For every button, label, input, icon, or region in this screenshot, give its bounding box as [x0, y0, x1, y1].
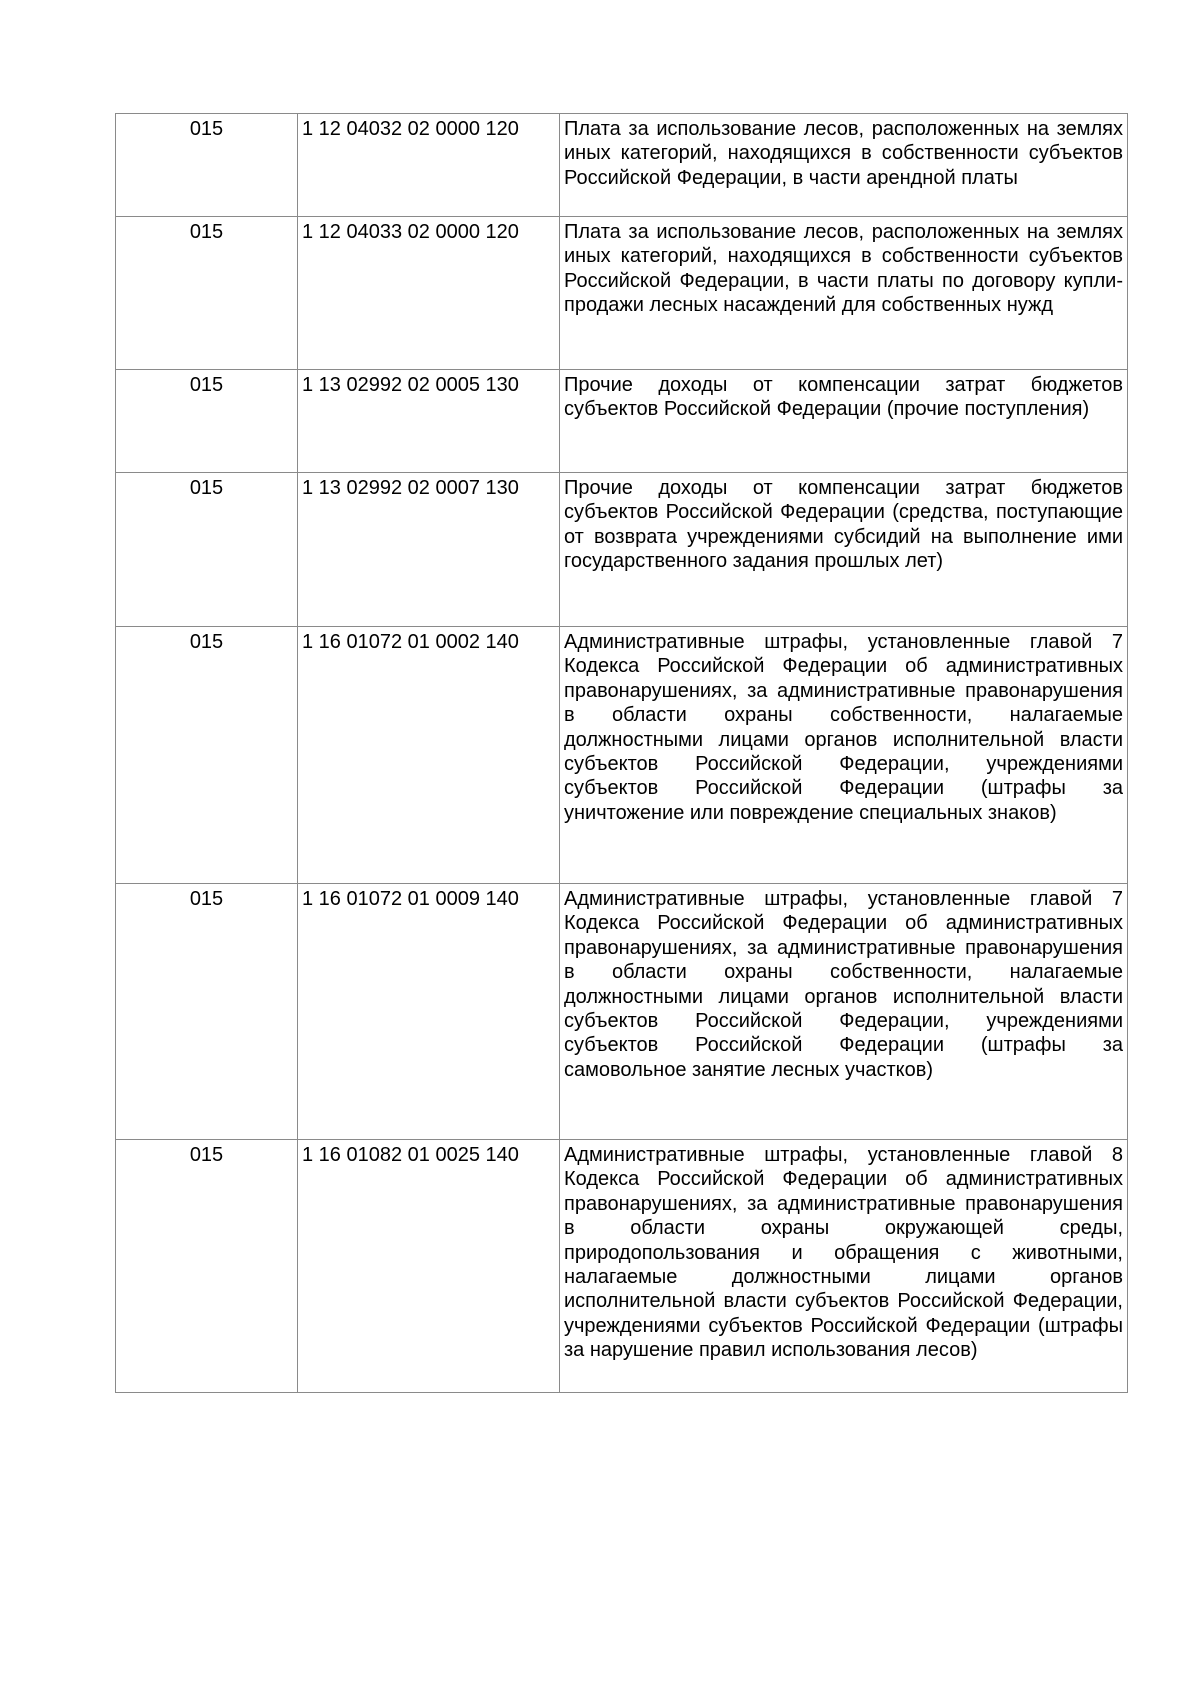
description-cell: Плата за использование лесов, расположенных на землях иных категорий, находящихся в собственности субъектов Российской Федерации, в части платы по договору купли-продажи лесных насаждений для собственных нужд	[560, 217, 1128, 370]
table-body	[116, 114, 1128, 1393]
table-row	[116, 627, 1128, 884]
admin-code-cell: 015	[116, 627, 298, 884]
budget-code-cell: 1 16 01082 01 0025 140	[298, 1140, 560, 1393]
description-cell: Административные штрафы, установленные главой 7 Кодекса Российской Федерации об административных правонарушениях, за административные правонарушения в области охраны собственности, налагаемые должностными лицами органов исполнительной власти субъектов Российской Федерации, учреждениями субъектов Российской Федерации (штрафы за самовольное занятие лесных участков)	[560, 884, 1128, 1140]
revenue-codes-table	[115, 113, 1128, 1393]
admin-code-cell: 015	[116, 1140, 298, 1393]
budget-code-cell: 1 16 01072 01 0002 140	[298, 627, 560, 884]
admin-code-cell: 015	[116, 884, 298, 1140]
budget-code-cell: 1 13 02992 02 0005 130	[298, 370, 560, 473]
budget-code-cell: 1 13 02992 02 0007 130	[298, 473, 560, 627]
admin-code-cell: 015	[116, 114, 298, 217]
admin-code-cell: 015	[116, 370, 298, 473]
description-cell: Прочие доходы от компенсации затрат бюджетов субъектов Российской Федерации (средства, поступающие от возврата учреждениями субсидий на выполнение ими государственного задания прошлых лет)	[560, 473, 1128, 627]
table-row	[116, 1140, 1128, 1393]
admin-code-cell: 015	[116, 217, 298, 370]
table-row	[116, 473, 1128, 627]
description-cell: Прочие доходы от компенсации затрат бюджетов субъектов Российской Федерации (прочие поступления)	[560, 370, 1128, 473]
budget-code-cell: 1 12 04032 02 0000 120	[298, 114, 560, 217]
budget-code-cell: 1 16 01072 01 0009 140	[298, 884, 560, 1140]
table-row	[116, 370, 1128, 473]
description-cell: Плата за использование лесов, расположенных на землях иных категорий, находящихся в собственности субъектов Российской Федерации, в части арендной платы	[560, 114, 1128, 217]
table-row	[116, 217, 1128, 370]
table-row	[116, 884, 1128, 1140]
description-cell: Административные штрафы, установленные главой 7 Кодекса Российской Федерации об административных правонарушениях, за административные правонарушения в области охраны собственности, налагаемые должностными лицами органов исполнительной власти субъектов Российской Федерации, учреждениями субъектов Российской Федерации (штрафы за уничтожение или повреждение специальных знаков)	[560, 627, 1128, 884]
budget-code-cell: 1 12 04033 02 0000 120	[298, 217, 560, 370]
admin-code-cell: 015	[116, 473, 298, 627]
table-row	[116, 114, 1128, 217]
description-cell: Административные штрафы, установленные главой 8 Кодекса Российской Федерации об административных правонарушениях, за административные правонарушения в области охраны окружающей среды, природопользования и обращения с животными, налагаемые должностными лицами органов исполнительной власти субъектов Российской Федерации, учреждениями субъектов Российской Федерации (штрафы за нарушение правил использования лесов)	[560, 1140, 1128, 1393]
